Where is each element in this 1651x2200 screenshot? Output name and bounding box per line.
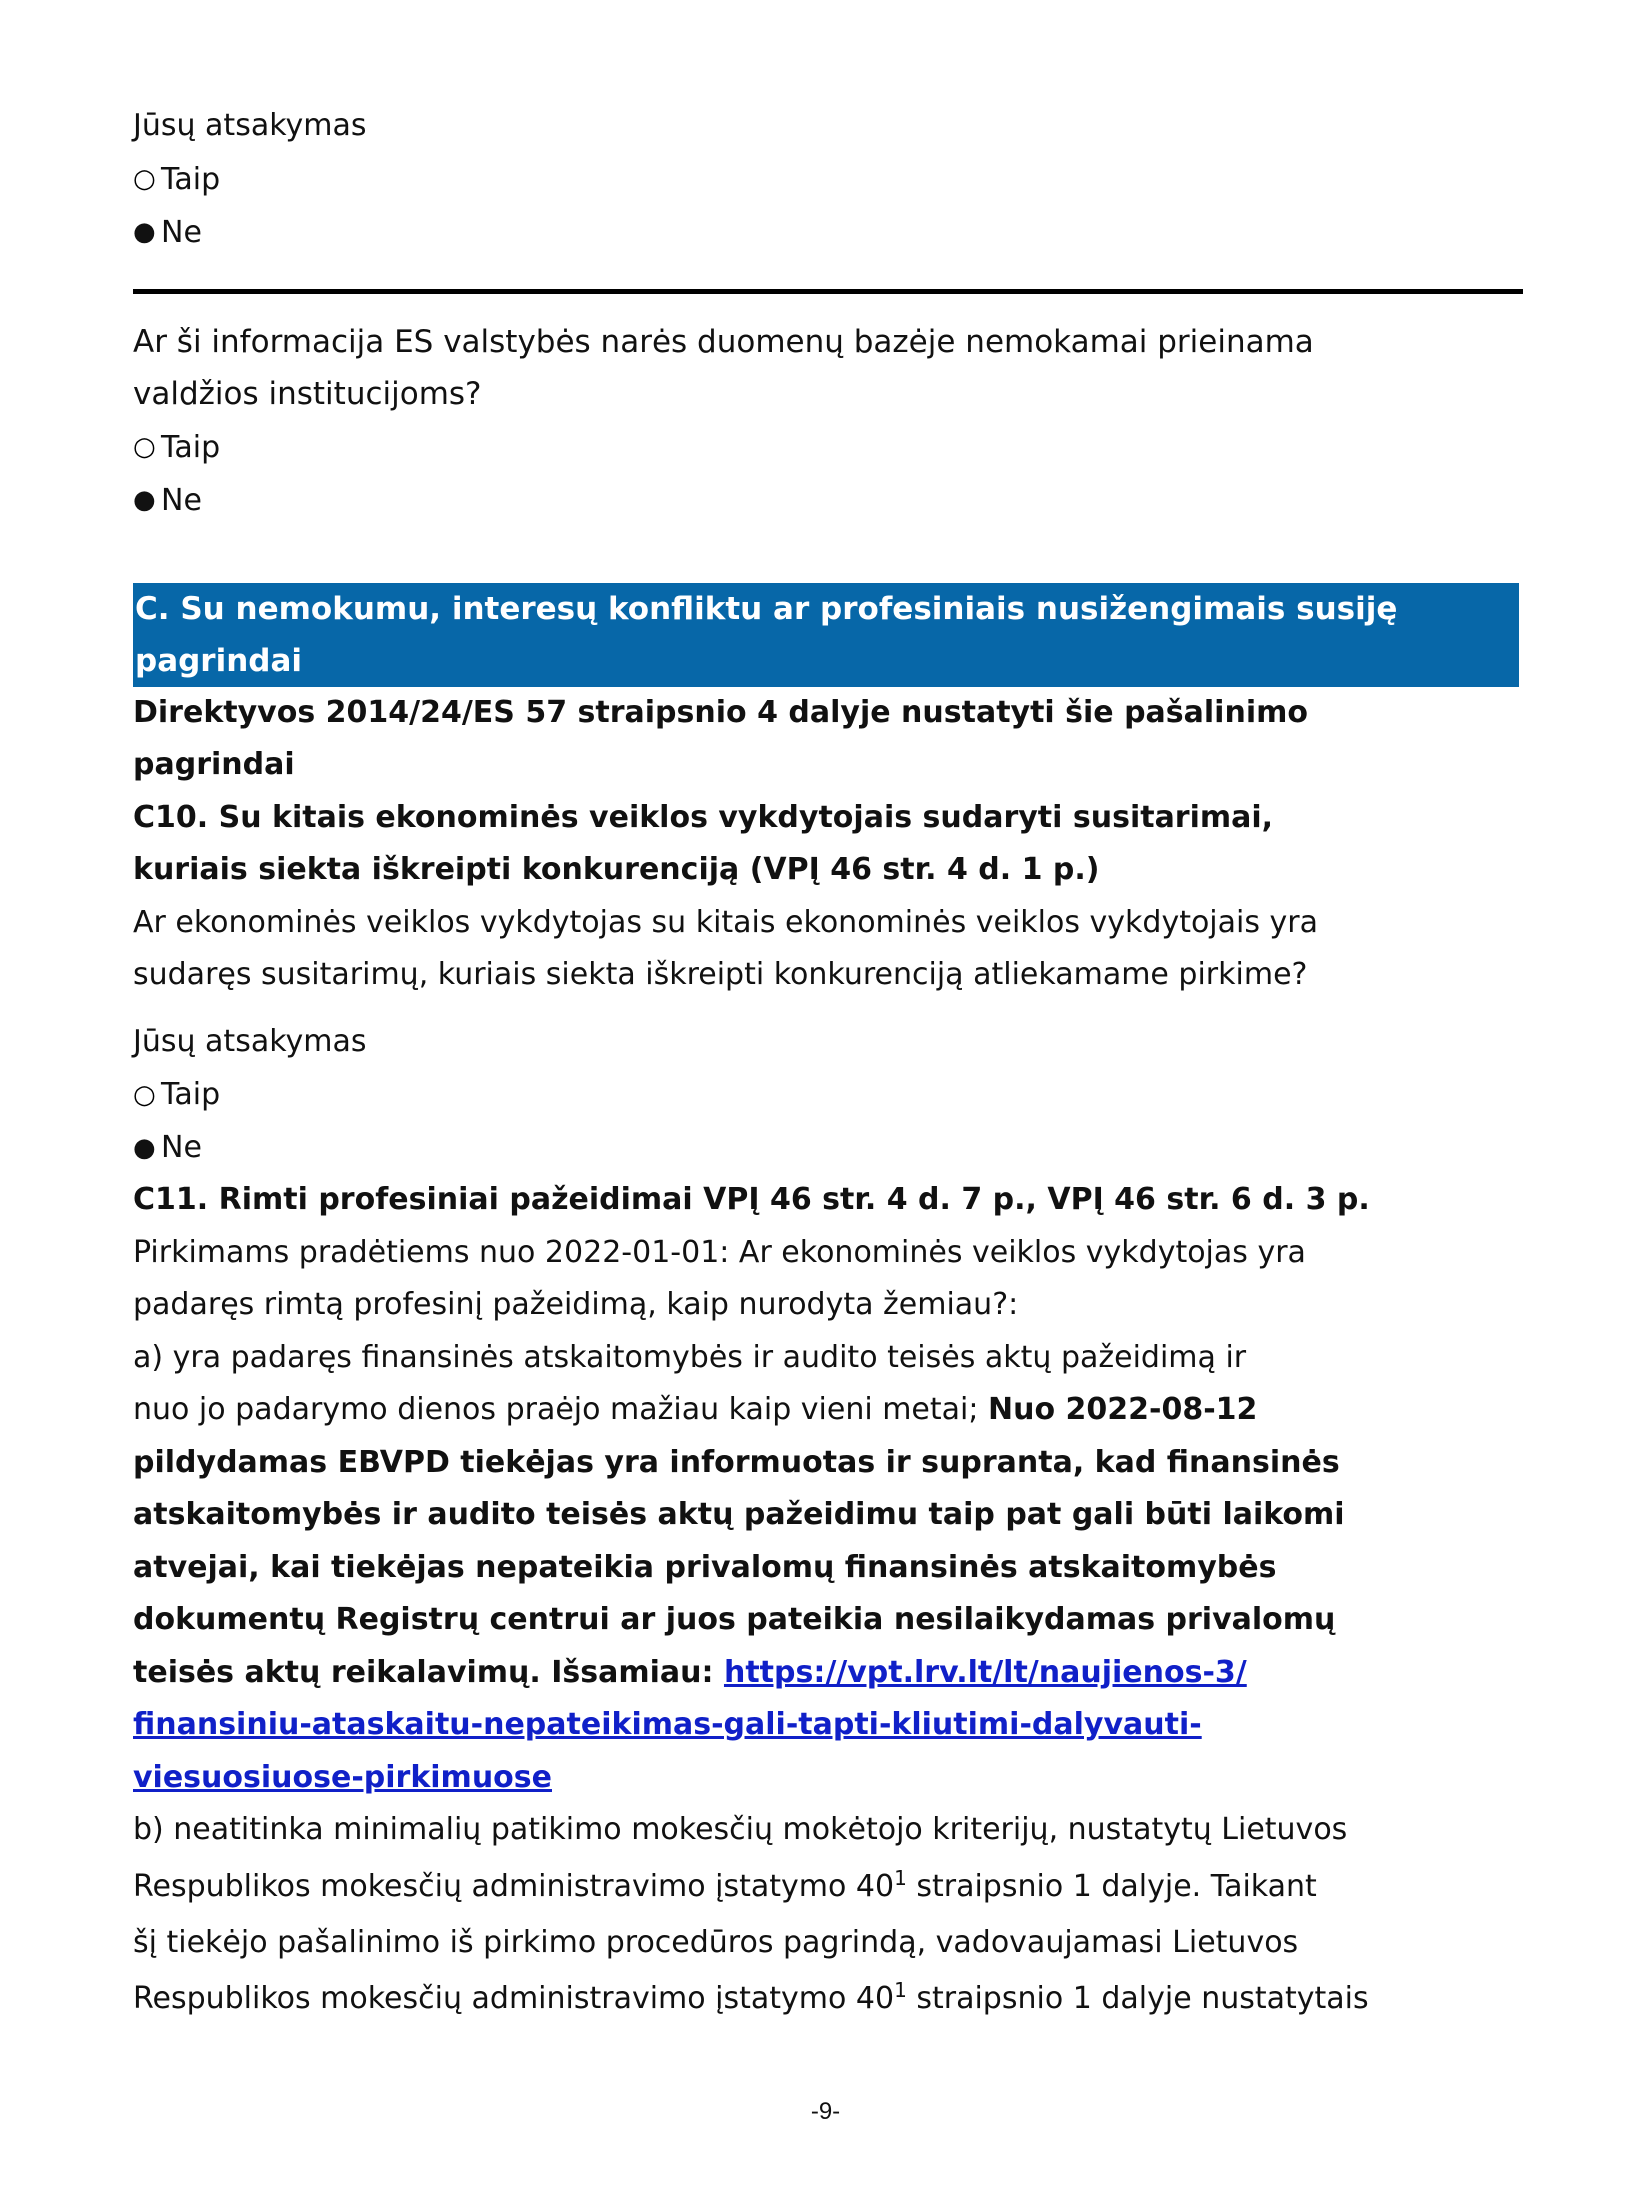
radio-no-label: Ne	[161, 214, 202, 250]
radio-yes[interactable]	[133, 1068, 1518, 1121]
link-line2	[133, 1699, 1518, 1752]
link-line3	[133, 1752, 1518, 1805]
radio-yes[interactable]	[133, 421, 1518, 474]
c11-b-line2-pre: Respublikos mokesčių administravimo įstatymo 40	[133, 1868, 895, 1904]
c11-b-line2	[133, 1857, 1518, 1917]
c11-a-line2-bold: Nuo 2022-08-12	[988, 1392, 1258, 1427]
c11-b-line2-post: straipsnio 1 dalyje. Taikant	[906, 1868, 1317, 1904]
details-link-part1[interactable]: https://vpt.lrv.lt/lt/naujienos-3/	[723, 1654, 1247, 1690]
c11-bold-line4: dokumentų Registrų centrui ar juos pateikia nesilaikydamas privalomų	[133, 1602, 1336, 1637]
radio-empty-icon: ○	[133, 164, 156, 194]
c11-bold-line5	[133, 1647, 1518, 1700]
radio-no[interactable]	[133, 474, 1518, 527]
c10-title-line1: C10. Su kitais ekonominės veiklos vykdytojais sudaryti susitarimai,	[133, 799, 1274, 835]
radio-yes-label: Taip	[161, 161, 221, 197]
c11-b-line4-pre: Respublikos mokesčių administravimo įstatymo 40	[133, 1981, 895, 2016]
radio-empty-icon: ○	[133, 1079, 156, 1110]
c10-title-line2: kuriais siekta iškreipti konkurenciją (VPĮ 46 str. 4 d. 1 p.)	[133, 852, 1100, 887]
details-link-part2[interactable]: finansiniu-ataskaitu-nepateikimas-gali-tapti-kliutimi-dalyvauti-	[133, 1707, 1202, 1742]
c11-b-line3: šį tiekėjo pašalinimo iš pirkimo procedūros pagrindą, vadovaujamasi Lietuvos	[133, 1924, 1299, 1960]
section-c-line2: pagrindai	[135, 642, 303, 679]
c11-para-line1: Pirkimams pradėtiems nuo 2022-01-01: Ar ekonominės veiklos vykdytojas yra	[133, 1234, 1306, 1270]
radio-no-label: Ne	[161, 482, 202, 518]
radio-filled-icon: ●	[133, 1132, 156, 1163]
c11-title: C11. Rimti profesiniai pažeidimai VPĮ 46 str. 4 d. 7 p., VPĮ 46 str. 6 d. 3 p.	[133, 1182, 1370, 1217]
directive-line2: pagrindai	[133, 747, 295, 782]
question-db-line2: valdžios institucijoms?	[133, 376, 482, 412]
c11-a-line2	[133, 1384, 1518, 1437]
page-number: -9-	[810, 2098, 841, 2125]
radio-no[interactable]	[133, 1121, 1518, 1174]
question-db-line1: Ar ši informacija ES valstybės narės duomenų bazėje nemokamai prieinama	[133, 323, 1314, 360]
radio-filled-icon: ●	[133, 485, 156, 515]
radio-filled-icon: ●	[133, 217, 156, 247]
divider	[133, 289, 1523, 294]
c11-b-line1: b) neatitinka minimalių patikimo mokesčių mokėtojo kriterijų, nustatytų Lietuvos	[133, 1812, 1348, 1847]
c11-b-line4-post: straipsnio 1 dalyje nustatytais	[906, 1981, 1369, 2016]
c10-question-line2: sudaręs susitarimų, kuriais siekta iškreipti konkurenciją atliekamame pirkime?	[133, 957, 1308, 992]
c11-a-line1: a) yra padaręs finansinės atskaitomybės ir audito teisės aktų pažeidimą ir	[133, 1339, 1247, 1375]
superscript: 1	[894, 1865, 907, 1890]
directive-line1: Direktyvos 2014/24/ES 57 straipsnio 4 dalyje nustatyti šie pašalinimo	[133, 694, 1308, 730]
answer-label: Jūsų atsakymas	[133, 108, 367, 143]
radio-yes-label: Taip	[161, 1077, 221, 1112]
c11-para-line2: padaręs rimtą profesinį pažeidimą, kaip nurodyta žemiau?:	[133, 1287, 1019, 1322]
section-c-line1: C. Su nemokumu, interesų konfliktu ar profesiniais nusižengimais susiję	[135, 590, 1398, 627]
radio-yes-label: Taip	[161, 429, 221, 465]
c11-bold-line2: atskaitomybės ir audito teisės aktų pažeidimu taip pat gali būti laikomi	[133, 1497, 1345, 1532]
superscript: 1	[894, 1978, 907, 2002]
c11-a-line2-plain: nuo jo padarymo dienos praėjo mažiau kaip vieni metai;	[133, 1392, 989, 1427]
c10-question-line1: Ar ekonominės veiklos vykdytojas su kitais ekonominės veiklos vykdytojais yra	[133, 904, 1318, 940]
c11-b-line4	[133, 1969, 1518, 2029]
c11-bold-line5-text: teisės aktų reikalavimų. Išsamiau:	[133, 1654, 724, 1690]
c11-bold-line3: atvejai, kai tiekėjas nepateikia privalomų finansinės atskaitomybės	[133, 1549, 1277, 1585]
answer-label: Jūsų atsakymas	[133, 1023, 367, 1059]
radio-empty-icon: ○	[133, 432, 156, 462]
radio-no-label: Ne	[161, 1130, 202, 1165]
section-c-header	[133, 583, 1519, 687]
radio-no[interactable]	[133, 206, 1518, 259]
details-link-part3[interactable]: viesuosiuose-pirkimuose	[133, 1759, 552, 1795]
document-page	[133, 100, 1518, 2029]
radio-yes[interactable]	[133, 153, 1518, 206]
c11-bold-line1: pildydamas EBVPD tiekėjas yra informuotas ir supranta, kad finansinės	[133, 1444, 1340, 1480]
